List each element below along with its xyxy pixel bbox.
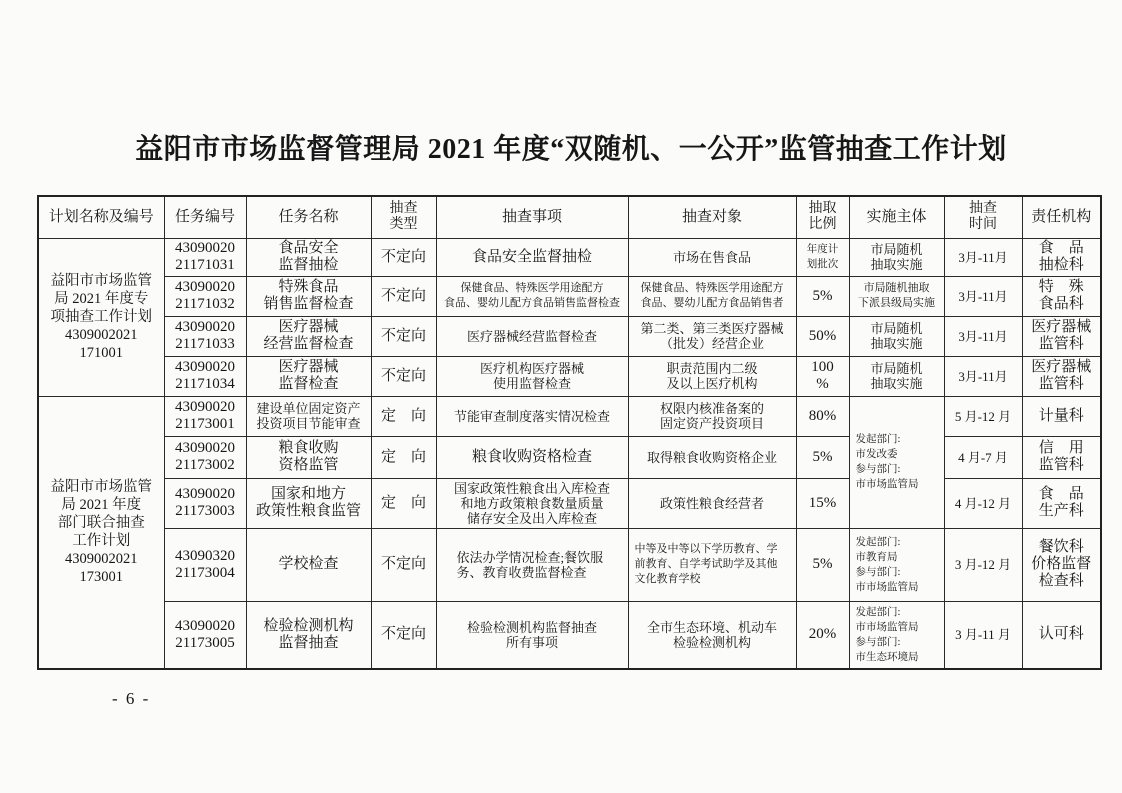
table-row xyxy=(38,396,1101,436)
sampling-ratio: 80% xyxy=(796,396,849,436)
task-id: 43090020 21173003 xyxy=(164,478,246,528)
sampling-ratio: 50% xyxy=(796,316,849,356)
header-check-time: 抽查 时间 xyxy=(944,196,1022,238)
task-name: 建设单位固定资产 投资项目节能审查 xyxy=(246,396,371,436)
responsible-dept: 医疗器械 监管科 xyxy=(1022,356,1101,396)
responsible-dept: 医疗器械 监管科 xyxy=(1022,316,1101,356)
check-matter: 粮食收购资格检查 xyxy=(436,436,628,478)
responsible-dept: 餐饮科 价格监督 检查科 xyxy=(1022,528,1101,601)
task-name: 国家和地方 政策性粮食监管 xyxy=(246,478,371,528)
check-time: 3月-11月 xyxy=(944,238,1022,276)
task-id: 43090020 21173001 xyxy=(164,396,246,436)
sampling-ratio: 5% xyxy=(796,528,849,601)
page-number: - 6 - xyxy=(112,689,151,708)
executor: 发起部门: 市发改委 参与部门: 市市场监管局 xyxy=(849,396,944,528)
check-target: 中等及中等以下学历教育、学 前教育、自学考试助学及其他 文化教育学校 xyxy=(628,528,796,601)
header-plan: 计划名称及编号 xyxy=(38,196,164,238)
task-id: 43090320 21173004 xyxy=(164,528,246,601)
check-type: 不定向 xyxy=(371,316,436,356)
check-matter: 节能审查制度落实情况检查 xyxy=(436,396,628,436)
task-id: 43090020 21171032 xyxy=(164,276,246,316)
sampling-ratio: 年度计 划批次 xyxy=(796,238,849,276)
check-type: 不定向 xyxy=(371,528,436,601)
check-time: 3 月-12 月 xyxy=(944,528,1022,601)
check-time: 3月-11月 xyxy=(944,356,1022,396)
check-matter: 食品安全监督抽检 xyxy=(436,238,628,276)
task-id: 43090020 21171034 xyxy=(164,356,246,396)
header-check-target: 抽查对象 xyxy=(628,196,796,238)
task-id: 43090020 21173005 xyxy=(164,601,246,669)
responsible-dept: 计量科 xyxy=(1022,396,1101,436)
sampling-ratio: 5% xyxy=(796,436,849,478)
check-target: 保健食品、特殊医学用途配方 食品、婴幼儿配方食品销售者 xyxy=(628,276,796,316)
executor: 发起部门: 市教育局 参与部门: 市市场监管局 xyxy=(849,528,944,601)
header-check-type: 抽查 类型 xyxy=(371,196,436,238)
check-target: 取得粮食收购资格企业 xyxy=(628,436,796,478)
responsible-dept: 食 品 抽检科 xyxy=(1022,238,1101,276)
header-sampling-ratio: 抽取 比例 xyxy=(796,196,849,238)
table-row xyxy=(38,356,1101,396)
executor: 市局随机抽取 下派县级局实施 xyxy=(849,276,944,316)
check-time: 5 月-12 月 xyxy=(944,396,1022,436)
check-target: 政策性粮食经营者 xyxy=(628,478,796,528)
check-type: 定 向 xyxy=(371,478,436,528)
table-row xyxy=(38,528,1101,601)
executor: 发起部门: 市市场监管局 参与部门: 市生态环境局 xyxy=(849,601,944,669)
plan-name-cell: 益阳市市场监管 局 2021 年度 部门联合抽查 工作计划 4309002021 173001 xyxy=(38,396,164,669)
task-name: 粮食收购 资格监管 xyxy=(246,436,371,478)
header-task-id: 任务编号 xyxy=(164,196,246,238)
task-id: 43090020 21173002 xyxy=(164,436,246,478)
executor: 市局随机 抽取实施 xyxy=(849,238,944,276)
responsible-dept: 食 品 生产科 xyxy=(1022,478,1101,528)
check-type: 不定向 xyxy=(371,238,436,276)
check-time: 3 月-11 月 xyxy=(944,601,1022,669)
task-name: 医疗器械 经营监督检查 xyxy=(246,316,371,356)
page-title: 益阳市市场监督管理局 2021 年度“双随机、一公开”监管抽查工作计划 xyxy=(135,134,1007,165)
table-row xyxy=(38,316,1101,356)
task-name: 食品安全 监督抽检 xyxy=(246,238,371,276)
table-row xyxy=(38,601,1101,669)
task-name: 学校检查 xyxy=(246,528,371,601)
task-name: 检验检测机构 监督抽查 xyxy=(246,601,371,669)
responsible-dept: 信 用 监管科 xyxy=(1022,436,1101,478)
sampling-ratio: 5% xyxy=(796,276,849,316)
check-matter: 国家政策性粮食出入库检查 和地方政策粮食数量质量 储存安全及出入库检查 xyxy=(436,478,628,528)
check-type: 定 向 xyxy=(371,436,436,478)
check-matter: 依法办学情况检查;餐饮服 务、教育收费监督检查 xyxy=(436,528,628,601)
responsible-dept: 特 殊 食品科 xyxy=(1022,276,1101,316)
responsible-dept: 认可科 xyxy=(1022,601,1101,669)
check-time: 4 月-7 月 xyxy=(944,436,1022,478)
check-time: 3月-11月 xyxy=(944,316,1022,356)
header-check-matter: 抽查事项 xyxy=(436,196,628,238)
check-target: 全市生态环境、机动车 检验检测机构 xyxy=(628,601,796,669)
check-type: 不定向 xyxy=(371,601,436,669)
table-row xyxy=(38,238,1101,276)
header-task-name: 任务名称 xyxy=(246,196,371,238)
check-target: 第二类、第三类医疗器械 （批发）经营企业 xyxy=(628,316,796,356)
table-row xyxy=(38,276,1101,316)
check-time: 3月-11月 xyxy=(944,276,1022,316)
task-name: 医疗器械 监督检查 xyxy=(246,356,371,396)
header-responsible-dept: 责任机构 xyxy=(1022,196,1101,238)
task-name: 特殊食品 销售监督检查 xyxy=(246,276,371,316)
check-type: 定 向 xyxy=(371,396,436,436)
check-matter: 保健食品、特殊医学用途配方 食品、婴幼儿配方食品销售监督检查 xyxy=(436,276,628,316)
task-id: 43090020 21171033 xyxy=(164,316,246,356)
check-matter: 检验检测机构监督抽查 所有事项 xyxy=(436,601,628,669)
check-target: 职责范围内二级 及以上医疗机构 xyxy=(628,356,796,396)
check-matter: 医疗机构医疗器械 使用监督检查 xyxy=(436,356,628,396)
sampling-ratio: 20% xyxy=(796,601,849,669)
table-header-row xyxy=(38,196,1101,238)
check-matter: 医疗器械经营监督检查 xyxy=(436,316,628,356)
sampling-ratio: 100 % xyxy=(796,356,849,396)
executor: 市局随机 抽取实施 xyxy=(849,316,944,356)
check-type: 不定向 xyxy=(371,276,436,316)
sampling-ratio: 15% xyxy=(796,478,849,528)
check-time: 4 月-12 月 xyxy=(944,478,1022,528)
check-target: 权限内核准备案的 固定资产投资项目 xyxy=(628,396,796,436)
executor: 市局随机 抽取实施 xyxy=(849,356,944,396)
check-type: 不定向 xyxy=(371,356,436,396)
header-executor: 实施主体 xyxy=(849,196,944,238)
plan-table xyxy=(37,195,1102,670)
plan-name-cell: 益阳市市场监管 局 2021 年度专 项抽查工作计划 4309002021 171001 xyxy=(38,238,164,396)
check-target: 市场在售食品 xyxy=(628,238,796,276)
task-id: 43090020 21171031 xyxy=(164,238,246,276)
